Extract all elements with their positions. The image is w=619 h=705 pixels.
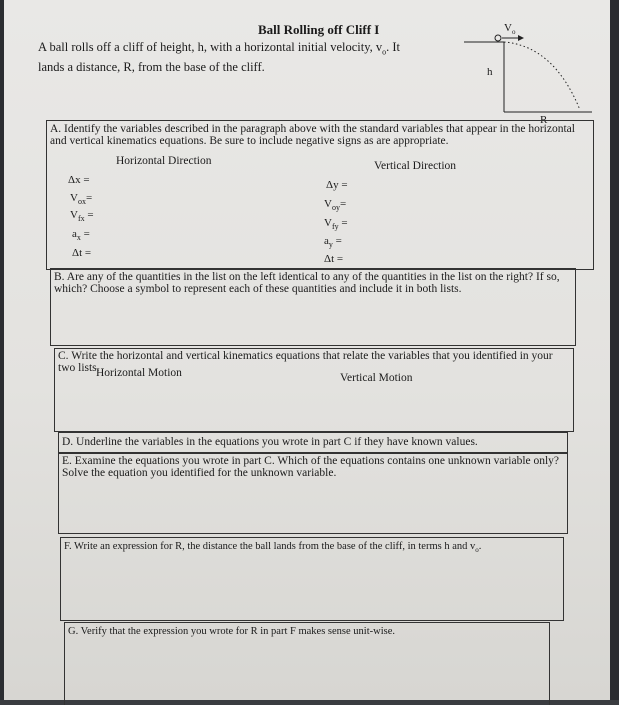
velocity-arrowhead-icon (518, 35, 524, 41)
var-a-y: $a_y$ = (324, 235, 342, 250)
var-delta-x: Δx = (68, 174, 90, 186)
var-delta-t-horizontal: Δt = (72, 247, 92, 259)
section-a-horizontal-heading: Horizontal Direction (116, 155, 212, 167)
diagram-height-label: h (487, 66, 493, 78)
worksheet-title: Ball Rolling off Cliff I (258, 22, 380, 37)
ball-icon (495, 35, 501, 41)
section-b-prompt: B. Are any of the quantities in the list on the left identical to any of the quantities in the list on the right? If so, which? Choose a symbol to represent each of these quantities and include it in both lists. (54, 271, 560, 295)
section-e-prompt: E. Examine the equations you wrote in part C. Which of the equations contains one unknown variable only? Solve the equation you identified for the unknown variable. (62, 455, 560, 479)
diagram-range-label: R (540, 114, 548, 126)
var-delta-y: Δy = (326, 179, 348, 191)
var-v-fy: $V_{fy}$ = (324, 217, 348, 232)
section-a-vertical-heading: Vertical Direction (374, 160, 457, 172)
background-right-edge (610, 0, 619, 700)
section-c-prompt: C. Write the horizontal and vertical kinematics equations that relate the variables that you identified in your two lists. (58, 350, 553, 374)
var-a-x: $a_x$ = (72, 228, 90, 243)
worksheet-page (4, 0, 610, 700)
initial-velocity-subscript: o (382, 47, 387, 57)
problem-statement-line2: lands a distance, R, from the base of the cliff. (38, 59, 265, 74)
problem-statement-line1-end: . It (386, 40, 401, 54)
diagram-velocity-label: $V_o$ (504, 22, 516, 37)
section-g-prompt: G. Verify that the expression you wrote for R in part F makes sense unit-wise. (68, 626, 395, 637)
var-v-oy: $V_{oy}=$ (324, 198, 347, 213)
section-c-vertical-heading: Vertical Motion (340, 372, 413, 384)
section-c-horizontal-heading: Horizontal Motion (96, 367, 182, 379)
var-delta-t-vertical: Δt = (324, 253, 344, 265)
trajectory-path (504, 42, 580, 110)
problem-statement (38, 40, 448, 75)
problem-statement-line1: A ball rolls off a cliff of height, h, with a horizontal initial velocity, v (38, 40, 383, 54)
section-f-prompt: F. Write an expression for R, the distance the ball lands from the base of the cliff, in terms h and $v_o$. (64, 541, 482, 555)
section-a-prompt: A. Identify the variables described in the paragraph above with the standard variables that appear in the horizontal and vertical kinematics equations. Be sure to include negative signs as are appropriate. (50, 123, 575, 147)
var-v-ox: $V_{ox}=$ (70, 192, 93, 207)
var-v-fx: $V_{fx}$ = (70, 209, 94, 224)
section-d-prompt: D. Underline the variables in the equations you wrote in part C if they have known values. (62, 436, 478, 448)
cliff-diagram (464, 24, 594, 120)
